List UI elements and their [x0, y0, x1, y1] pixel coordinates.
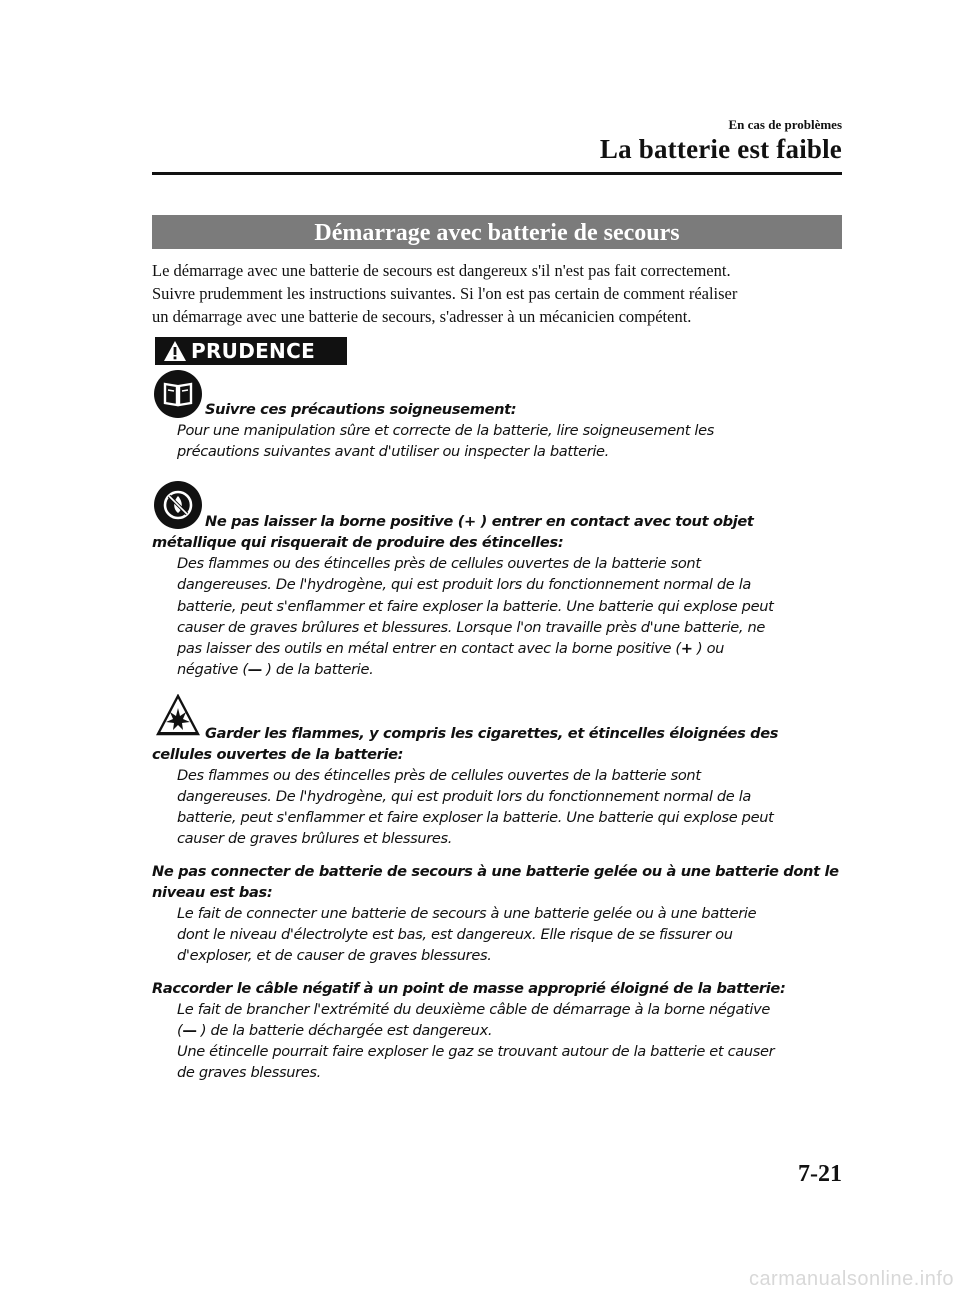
- intro-line: Suivre prudemment les instructions suivantes. Si l'on est pas certain de comment réaliser: [152, 284, 738, 303]
- text-part: ) de la batterie déchargée est dangereux.: [196, 1022, 493, 1039]
- intro-line: un démarrage avec une batterie de secours, s'adresser à un mécanicien compétent.: [152, 307, 692, 326]
- plus-symbol: +: [680, 640, 693, 657]
- warning-triangle-icon: [163, 340, 187, 362]
- no-flame-icon: [153, 480, 203, 530]
- warning-text-line: de graves blessures.: [177, 1064, 321, 1081]
- warning-text-line: [177, 659, 373, 681]
- text-part: ) de la batterie.: [261, 661, 374, 678]
- text-part: négative (: [177, 661, 248, 678]
- warning-text-line: [177, 638, 724, 660]
- explosion-icon: [156, 694, 200, 738]
- header-rule: [152, 172, 842, 175]
- section-name: En cas de problèmes: [728, 117, 842, 132]
- warning-text-line: Le fait de connecter une batterie de secours à une batterie gelée ou à une batterie: [177, 905, 757, 922]
- minus-symbol: —: [182, 1022, 197, 1039]
- warning-text-line: causer de graves brûlures et blessures. Lorsque l'on travaille près d'une batterie, ne: [177, 619, 766, 636]
- intro-line: Le démarrage avec une batterie de secours est dangereux s'il n'est pas fait correctement.: [152, 261, 731, 280]
- warning-title: niveau est bas:: [152, 884, 273, 901]
- warning-title: [205, 511, 754, 533]
- section-banner: Démarrage avec batterie de secours: [152, 215, 842, 249]
- warning-title: Raccorder le câble négatif à un point de masse approprié éloigné de la batterie:: [152, 980, 786, 997]
- warning-title: Ne pas connecter de batterie de secours à une batterie gelée ou à une batterie dont le: [152, 863, 839, 880]
- page-number: 7-21: [798, 1161, 842, 1187]
- caution-label: PRUDENCE: [191, 339, 316, 363]
- warning-title: Garder les flammes, y compris les cigarettes, et étincelles éloignées des: [205, 725, 779, 742]
- intro-paragraph: [152, 259, 852, 328]
- warning-text-line: batterie, peut s'enflammer et faire exploser la batterie. Une batterie qui explose peut: [177, 809, 774, 826]
- page-title: La batterie est faible: [599, 134, 842, 164]
- warning-text-line: Une étincelle pourrait faire exploser le gaz se trouvant autour de la batterie et causer: [177, 1043, 775, 1060]
- warning-title-part: ) entrer en contact avec tout objet: [475, 513, 754, 530]
- read-manual-icon: [153, 369, 203, 419]
- warning-text-line: dangereuses. De l'hydrogène, qui est produit lors du fonctionnement normal de la: [177, 576, 752, 593]
- text-part: pas laisser des outils en métal entrer en contact avec la borne positive (: [177, 640, 681, 657]
- warning-text-line: batterie, peut s'enflammer et faire exploser la batterie. Une batterie qui explose peut: [177, 598, 774, 615]
- warning-title-part: Ne pas laisser la borne positive (: [205, 513, 465, 530]
- warning-text-line: causer de graves brûlures et blessures.: [177, 830, 453, 847]
- watermark: carmanualsonline.info: [748, 1268, 954, 1290]
- text-part: ) ou: [692, 640, 725, 657]
- warning-title: cellules ouvertes de la batterie:: [152, 746, 404, 763]
- warning-title: Suivre ces précautions soigneusement:: [205, 401, 517, 418]
- warning-text-line: [177, 1020, 492, 1042]
- warning-text-line: dangereuses. De l'hydrogène, qui est produit lors du fonctionnement normal de la: [177, 788, 752, 805]
- warning-text-line: Le fait de brancher l'extrémité du deuxième câble de démarrage à la borne négative: [177, 1001, 771, 1018]
- warning-text-line: Pour une manipulation sûre et correcte de la batterie, lire soigneusement les: [177, 422, 714, 439]
- plus-symbol: +: [464, 513, 476, 530]
- warning-text-line: Des flammes ou des étincelles près de cellules ouvertes de la batterie sont: [177, 555, 701, 572]
- warning-text-line: d'exploser, et de causer de graves blessures.: [177, 947, 492, 964]
- warning-text-line: dont le niveau d'électrolyte est bas, est dangereux. Elle risque de se fissurer ou: [177, 926, 733, 943]
- caution-badge: [155, 337, 347, 365]
- text-part: (: [177, 1022, 183, 1039]
- minus-symbol: —: [247, 661, 262, 678]
- warning-text-line: Des flammes ou des étincelles près de cellules ouvertes de la batterie sont: [177, 767, 701, 784]
- warning-text-line: précautions suivantes avant d'utiliser ou inspecter la batterie.: [177, 443, 609, 460]
- warning-title: métallique qui risquerait de produire des étincelles:: [152, 534, 564, 551]
